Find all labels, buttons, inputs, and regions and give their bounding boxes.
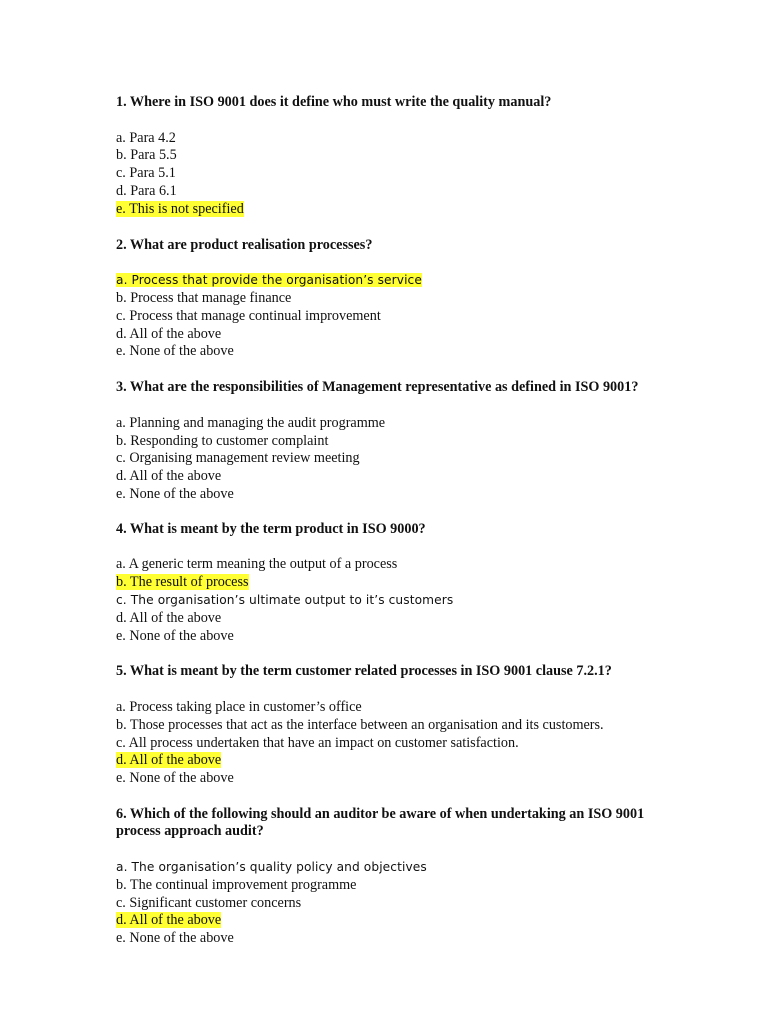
question-1-option-e xyxy=(116,201,664,219)
question-5-option-a: a. Process taking place in customer’s office xyxy=(116,698,362,715)
question-1-title: 1. Where in ISO 9001 does it define who must write the quality manual? xyxy=(116,94,552,110)
question-2-option-b: b. Process that manage finance xyxy=(116,289,292,306)
question-6 xyxy=(116,806,664,948)
question-6-option-b: b. The continual improvement programme xyxy=(116,876,357,893)
question-6-title: 6. Which of the following should an auditor be aware of when undertaking an ISO 9001 process approach audit? xyxy=(116,805,645,840)
question-2 xyxy=(116,237,664,362)
question-2-title: 2. What are product realisation processes? xyxy=(116,236,373,253)
question-4-answer-highlight: b. The result of process xyxy=(116,574,249,591)
question-2-option-a xyxy=(116,272,664,290)
question-3-title: 3. What are the responsibilities of Management representative as defined in ISO 9001? xyxy=(116,379,639,396)
question-3-option-c: c. Organising management review meeting xyxy=(116,450,360,467)
question-5-option-b: b. Those processes that act as the interface between an organisation and its customers. xyxy=(116,716,604,733)
question-1-option-d: d. Para 6.1 xyxy=(116,182,177,199)
question-4 xyxy=(116,521,664,646)
question-6-option-d xyxy=(116,912,664,930)
question-1-answer-highlight: e. This is not specified xyxy=(116,200,244,217)
question-4-option-b xyxy=(116,574,664,592)
question-6-option-e: e. None of the above xyxy=(116,930,234,947)
question-1-option-b: b. Para 5.5 xyxy=(116,147,177,164)
question-5 xyxy=(116,663,664,788)
question-4-option-d: d. All of the above xyxy=(116,609,222,626)
quiz-document xyxy=(116,94,664,948)
question-1-option-c: c. Para 5.1 xyxy=(116,165,176,182)
question-5-answer-highlight: d. All of the above xyxy=(116,752,222,769)
question-3-option-d: d. All of the above xyxy=(116,468,222,485)
question-1-option-a: a. Para 4.2 xyxy=(116,129,176,146)
question-4-option-c: c. The organisation’s ultimate output to it’s customers xyxy=(116,592,454,607)
question-2-option-d: d. All of the above xyxy=(116,325,222,342)
question-4-option-e: e. None of the above xyxy=(116,627,234,644)
question-3 xyxy=(116,379,664,504)
question-3-option-b: b. Responding to customer complaint xyxy=(116,432,329,449)
question-5-option-d xyxy=(116,752,664,770)
question-2-option-c: c. Process that manage continual improvement xyxy=(116,307,381,324)
question-5-option-c: c. All process undertaken that have an impact on customer satisfaction. xyxy=(116,734,519,751)
question-2-answer-highlight: a. Process that provide the organisation’s service xyxy=(116,273,422,288)
question-5-option-e: e. None of the above xyxy=(116,770,234,787)
question-1 xyxy=(116,94,664,219)
question-6-option-a: a. The organisation’s quality policy and objectives xyxy=(116,860,427,875)
question-4-option-a: a. A generic term meaning the output of a process xyxy=(116,556,398,573)
question-3-option-e: e. None of the above xyxy=(116,485,234,502)
question-6-answer-highlight: d. All of the above xyxy=(116,912,222,929)
question-5-title: 5. What is meant by the term customer related processes in ISO 9001 clause 7.2.1? xyxy=(116,663,612,680)
question-3-option-a: a. Planning and managing the audit programme xyxy=(116,414,386,431)
question-6-option-c: c. Significant customer concerns xyxy=(116,894,302,911)
question-2-option-e: e. None of the above xyxy=(116,343,234,360)
question-4-title: 4. What is meant by the term product in ISO 9000? xyxy=(116,520,426,537)
